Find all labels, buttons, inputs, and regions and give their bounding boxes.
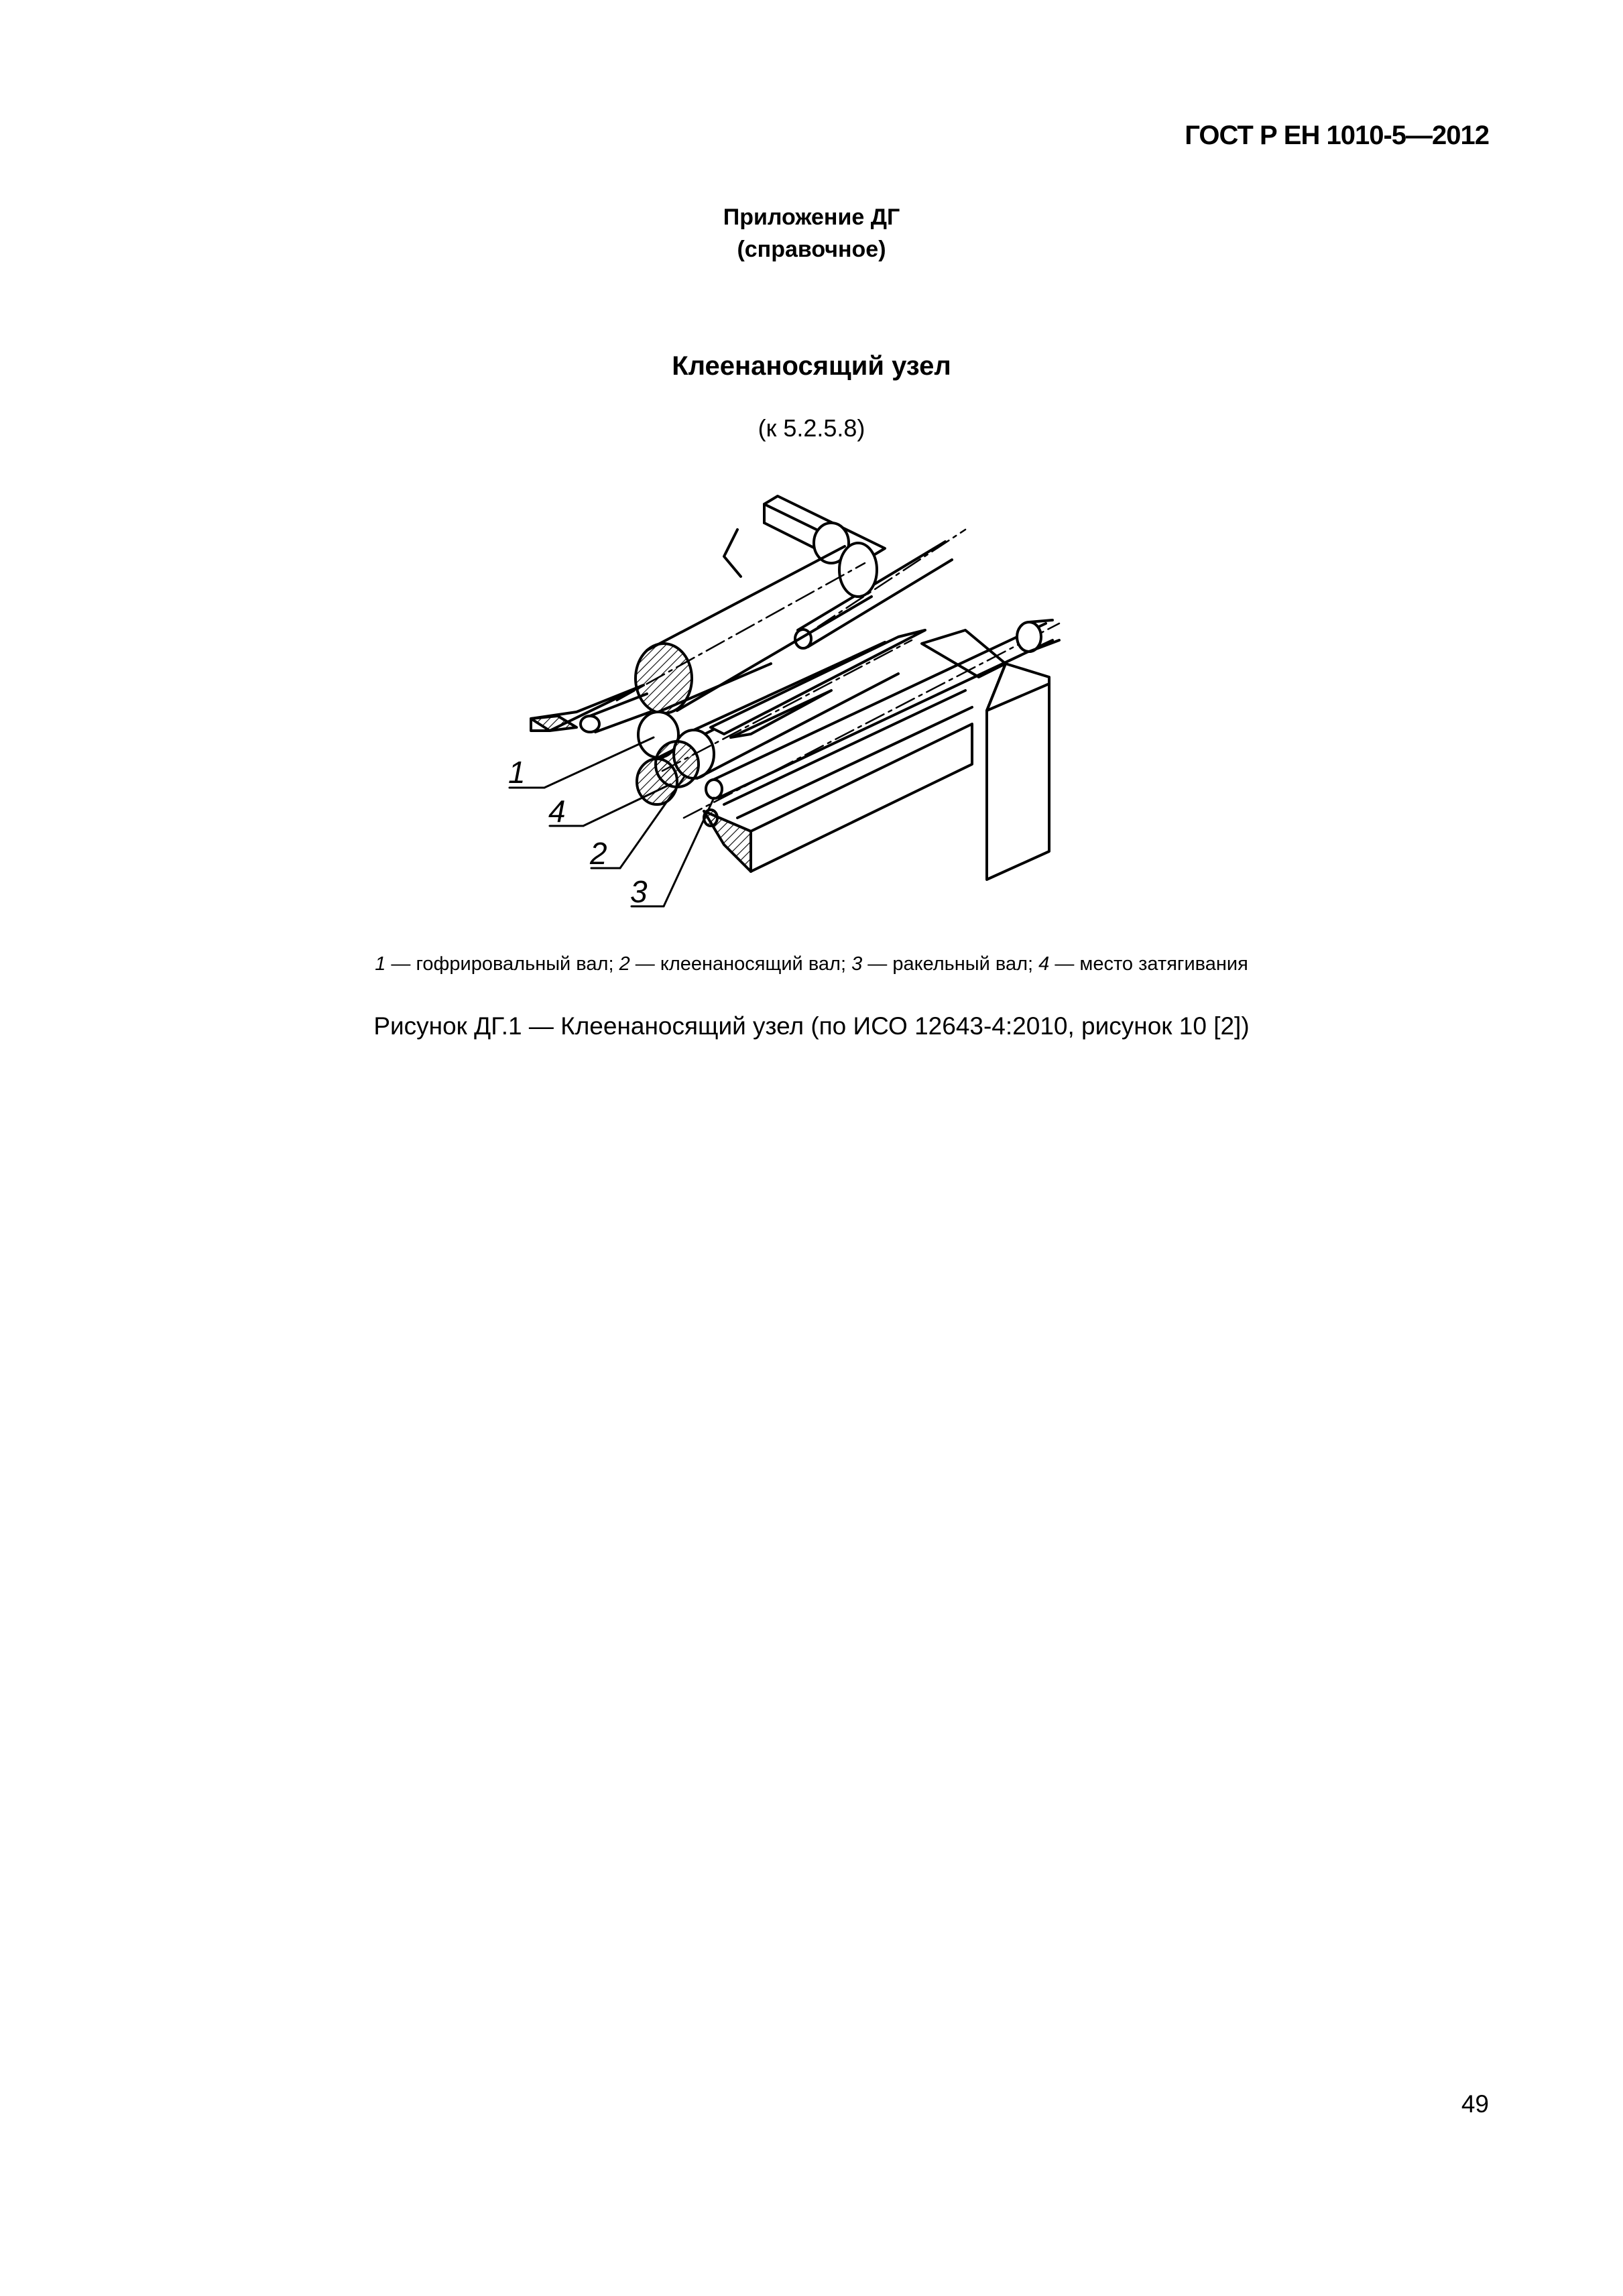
legend-num-3: 3: [851, 953, 863, 975]
glue-unit-drawing: [483, 469, 1099, 925]
legend-text-1: — гофрировальный вал;: [385, 953, 619, 975]
figure-caption: Рисунок ДГ.1 — Клеенаносящий узел (по ИСО 12643-4:2010, рисунок 10 [2]): [373, 1012, 1250, 1040]
wedge-blade: [711, 630, 925, 737]
figure-legend: [0, 953, 1623, 975]
callout-4: 4: [548, 794, 566, 829]
standard-code: ГОСТ Р ЕН 1010-5—2012: [1185, 121, 1489, 150]
section-title: Клеенаносящий узел: [672, 351, 951, 381]
callout-1: 1: [508, 755, 526, 790]
annex-heading: [0, 201, 1623, 265]
glue-roll-2: [662, 640, 912, 778]
legend-num-2: 2: [619, 953, 630, 975]
page-number: 49: [1461, 2090, 1489, 2118]
section-reference: (к 5.2.5.8): [758, 414, 865, 442]
right-shaft: [1017, 620, 1059, 652]
callout-2: 2: [590, 836, 607, 871]
legend-num-1: 1: [375, 953, 386, 975]
callout-3: 3: [630, 874, 648, 909]
legend-text-4: — место затягивания: [1049, 953, 1248, 975]
legend-num-4: 4: [1038, 953, 1050, 975]
legend-text-2: — клеенаносящий вал;: [629, 953, 852, 975]
annex-status: (справочное): [737, 237, 886, 262]
legend-text-3: — ракельный вал;: [862, 953, 1039, 975]
annex-title: Приложение ДГ: [723, 204, 900, 230]
